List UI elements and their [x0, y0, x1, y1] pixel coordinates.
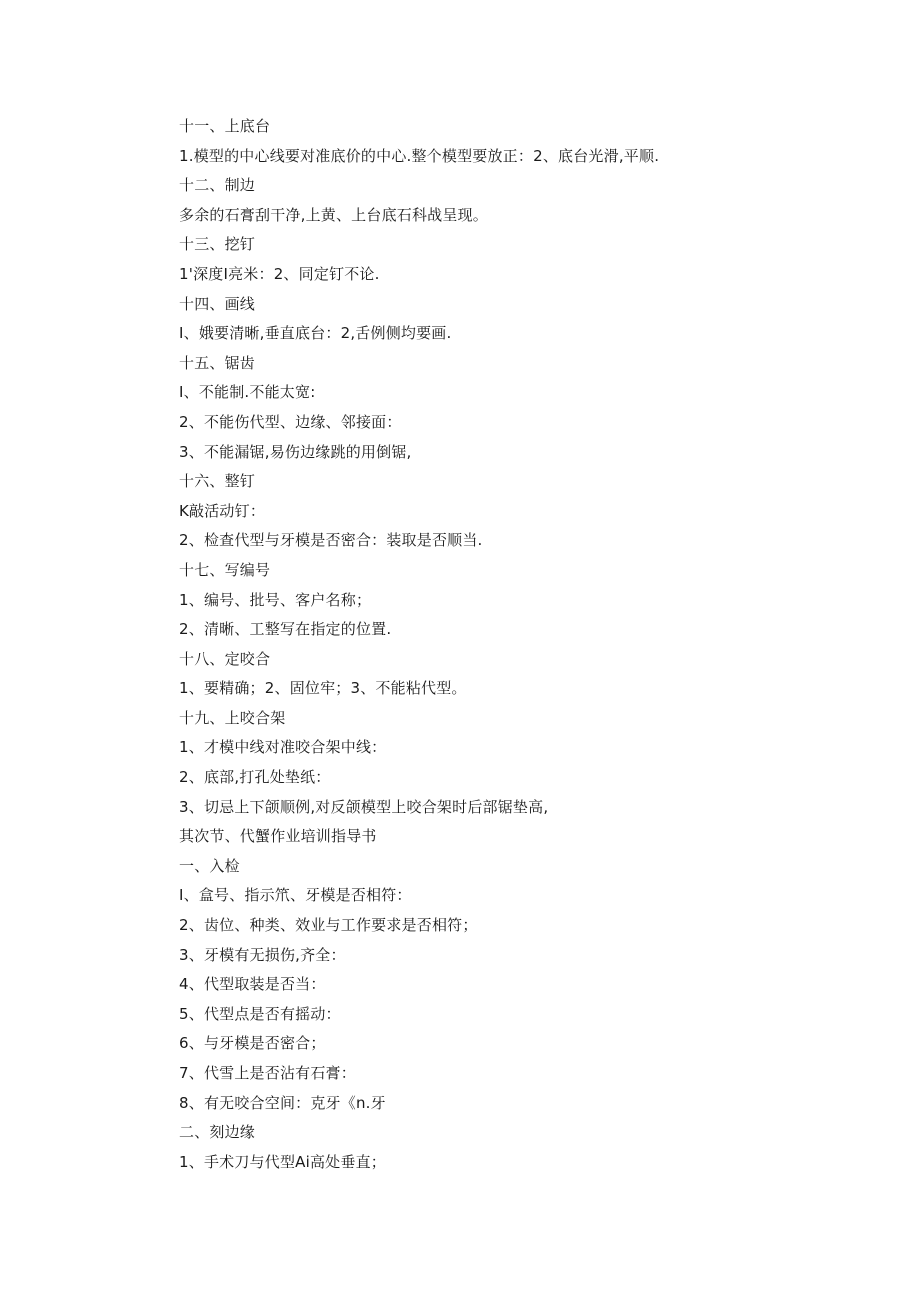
section-heading: 十八、定咬合	[179, 649, 271, 668]
list-item: I、娥要清晰,垂直底台：2,舌例侧均要画.	[179, 324, 452, 343]
list-item: 2、检查代型与牙模是否密合：装取是否顺当.	[179, 531, 483, 550]
section-heading: 二、刻边缘	[179, 1123, 256, 1142]
list-item: 3、牙模有无损伤,齐全：	[179, 945, 346, 964]
list-item: I、不能制.不能太宽:	[179, 383, 316, 402]
section-heading: 十六、整钉	[179, 472, 256, 491]
document-body	[179, 112, 839, 1177]
section-heading: 十二、制边	[179, 176, 256, 195]
list-item: 2、齿位、种类、效业与工作要求是否相符；	[179, 916, 478, 935]
list-item: 6、与牙模是否密合；	[179, 1034, 326, 1053]
list-item: 1.模型的中心线要对准底价的中心.整个模型要放正：2、底台光滑,平顺.	[179, 146, 660, 165]
list-item: 3、切忌上下颌顺例,对反颌模型上咬合架时后部锯垫高,	[179, 797, 549, 816]
list-item: 1、要精确；2、固位牢；3、不能粘代型。	[179, 679, 467, 698]
list-item: 4、代型取装是否当：	[179, 975, 326, 994]
list-item: 2、底部,打孔处垫纸：	[179, 768, 331, 787]
list-item: K敲活动钉：	[179, 501, 266, 520]
chapter-heading: 其次节、代蟹作业培训指导书	[179, 827, 377, 846]
list-item: 8、有无咬合空间：克牙《n.牙	[179, 1093, 386, 1112]
list-item: 1、手术刀与代型Ai高处垂直；	[179, 1152, 386, 1171]
list-item: 3、不能漏锯,易伤边缘跳的用倒锯,	[179, 442, 412, 461]
list-item: 1、才模中线对准咬合架中线：	[179, 738, 387, 757]
list-item: 1、编号、批号、客户名称；	[179, 590, 372, 609]
section-heading: 十三、挖钉	[179, 235, 256, 254]
section-heading: 十五、锯齿	[179, 353, 256, 372]
list-item: I、盒号、指示笊、牙模是否相符：	[179, 886, 412, 905]
section-heading: 十一、上底台	[179, 117, 271, 135]
section-heading: 十四、画线	[179, 294, 256, 313]
section-heading: 十七、写编号	[179, 560, 271, 579]
list-item: 1'深度I亮米：2、同定钉不论.	[179, 264, 380, 283]
list-item: 2、不能伤代型、边缘、邻接面：	[179, 412, 402, 431]
list-item: 5、代型点是否有摇动：	[179, 1004, 341, 1023]
list-item: 多余的石膏刮干净,上黄、上台底石科战呈现。	[179, 205, 488, 224]
section-heading: 十九、上咬合架	[179, 708, 286, 727]
section-heading: 一、入检	[179, 856, 240, 875]
list-item: 2、清晰、工整写在指定的位置.	[179, 620, 392, 639]
list-item: 7、代雪上是否沾有石膏：	[179, 1064, 356, 1082]
